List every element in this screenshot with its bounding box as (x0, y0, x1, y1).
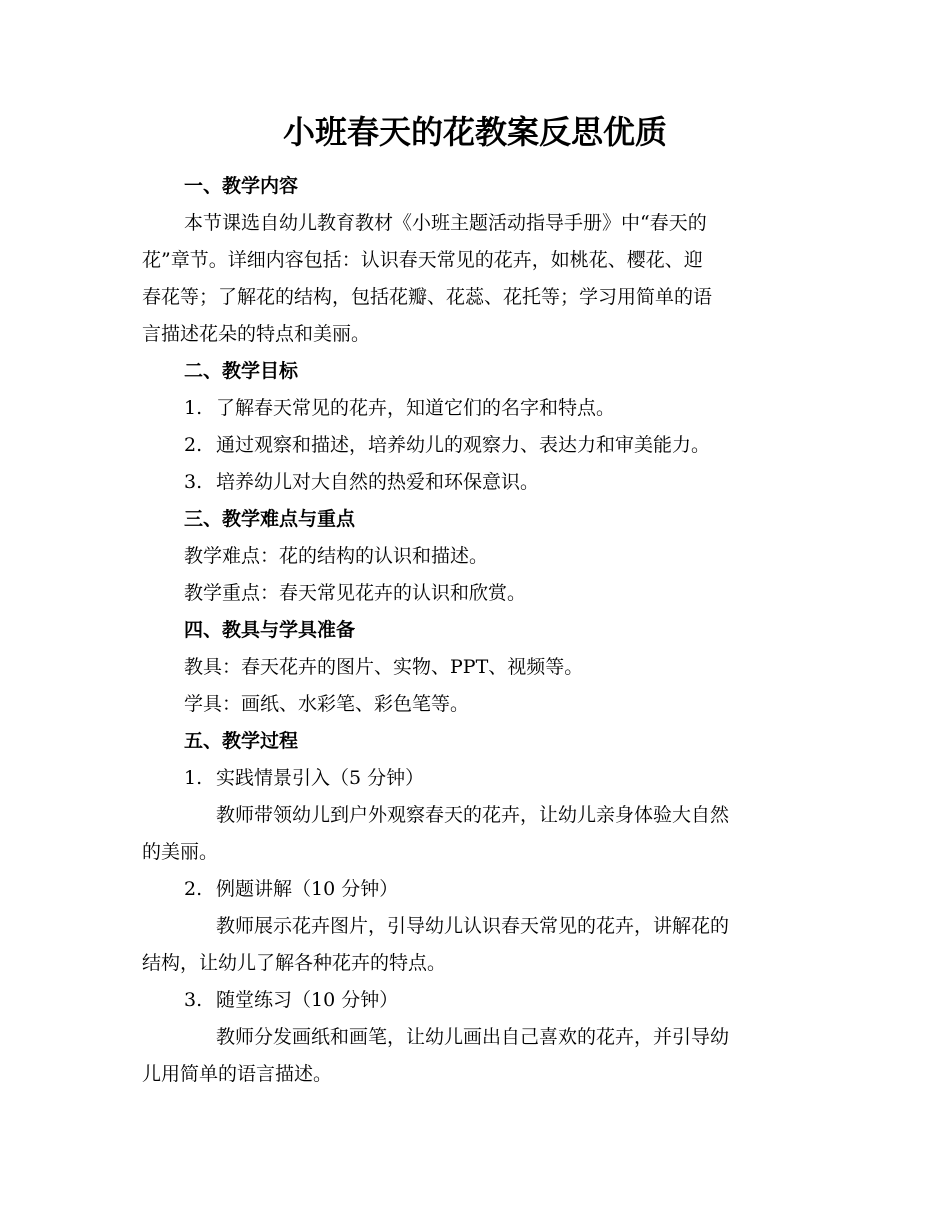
section-heading-key-points: 三、教学难点与重点 (184, 508, 356, 530)
step-title-text: 实践情景引入（5 分钟） (216, 767, 425, 789)
paragraph-line: 花”章节。详细内容包括：认识春天常见的花卉，如桃花、樱花、迎 (142, 249, 703, 271)
list-number: 3. (184, 471, 203, 493)
section-heading-content: 一、教学内容 (184, 175, 299, 197)
section-heading-materials: 四、教具与学具准备 (184, 619, 356, 641)
list-text: 培养幼儿对大自然的热爱和环保意识。 (216, 471, 540, 493)
document-body (142, 168, 806, 1093)
step-title (142, 760, 806, 797)
paragraph-line: 教具：春天花卉的图片、实物、PPT、视频等。 (184, 656, 584, 678)
paragraph-line: 教学重点：春天常见花卉的认识和欣赏。 (184, 582, 527, 604)
section-heading-goals: 二、教学目标 (184, 360, 299, 382)
step-number: 1. (184, 767, 203, 789)
paragraph-line: 春花等；了解花的结构，包括花瓣、花蕊、花托等；学习用简单的语 (142, 286, 713, 308)
paragraph-line: 本节课选自幼儿教育教材《小班主题活动指导手册》中“春天的 (184, 212, 707, 234)
list-item (142, 427, 806, 464)
step-title (142, 871, 806, 908)
paragraph-line: 教学难点：花的结构的认识和描述。 (184, 545, 489, 567)
paragraph-line: 教师分发画纸和画笔，让幼儿画出自己喜欢的花卉，并引导幼 (216, 1026, 730, 1048)
list-item (142, 464, 806, 501)
list-number: 1. (184, 397, 203, 419)
paragraph-line: 儿用简单的语言描述。 (142, 1063, 333, 1085)
list-number: 2. (184, 434, 203, 456)
step-title (142, 982, 806, 1019)
step-title-text: 例题讲解（10 分钟） (216, 878, 399, 900)
paragraph-line: 言描述花朵的特点和美丽。 (142, 323, 371, 345)
list-text: 通过观察和描述，培养幼儿的观察力、表达力和审美能力。 (216, 434, 711, 456)
step-number: 2. (184, 878, 203, 900)
list-text: 了解春天常见的花卉，知道它们的名字和特点。 (216, 397, 616, 419)
paragraph-line: 的美丽。 (142, 841, 219, 863)
page-title: 小班春天的花教案反思优质 (282, 113, 667, 151)
paragraph-line: 教师展示花卉图片，引导幼儿认识春天常见的花卉，讲解花的 (216, 915, 730, 937)
step-number: 3. (184, 989, 203, 1011)
paragraph-line: 教师带领幼儿到户外观察春天的花卉，让幼儿亲身体验大自然 (216, 804, 730, 826)
paragraph-line: 学具：画纸、水彩笔、彩色笔等。 (184, 693, 470, 715)
section-heading-process: 五、教学过程 (184, 730, 299, 752)
paragraph-line: 结构，让幼儿了解各种花卉的特点。 (142, 952, 447, 974)
list-item (142, 390, 806, 427)
step-title-text: 随堂练习（10 分钟） (216, 989, 399, 1011)
